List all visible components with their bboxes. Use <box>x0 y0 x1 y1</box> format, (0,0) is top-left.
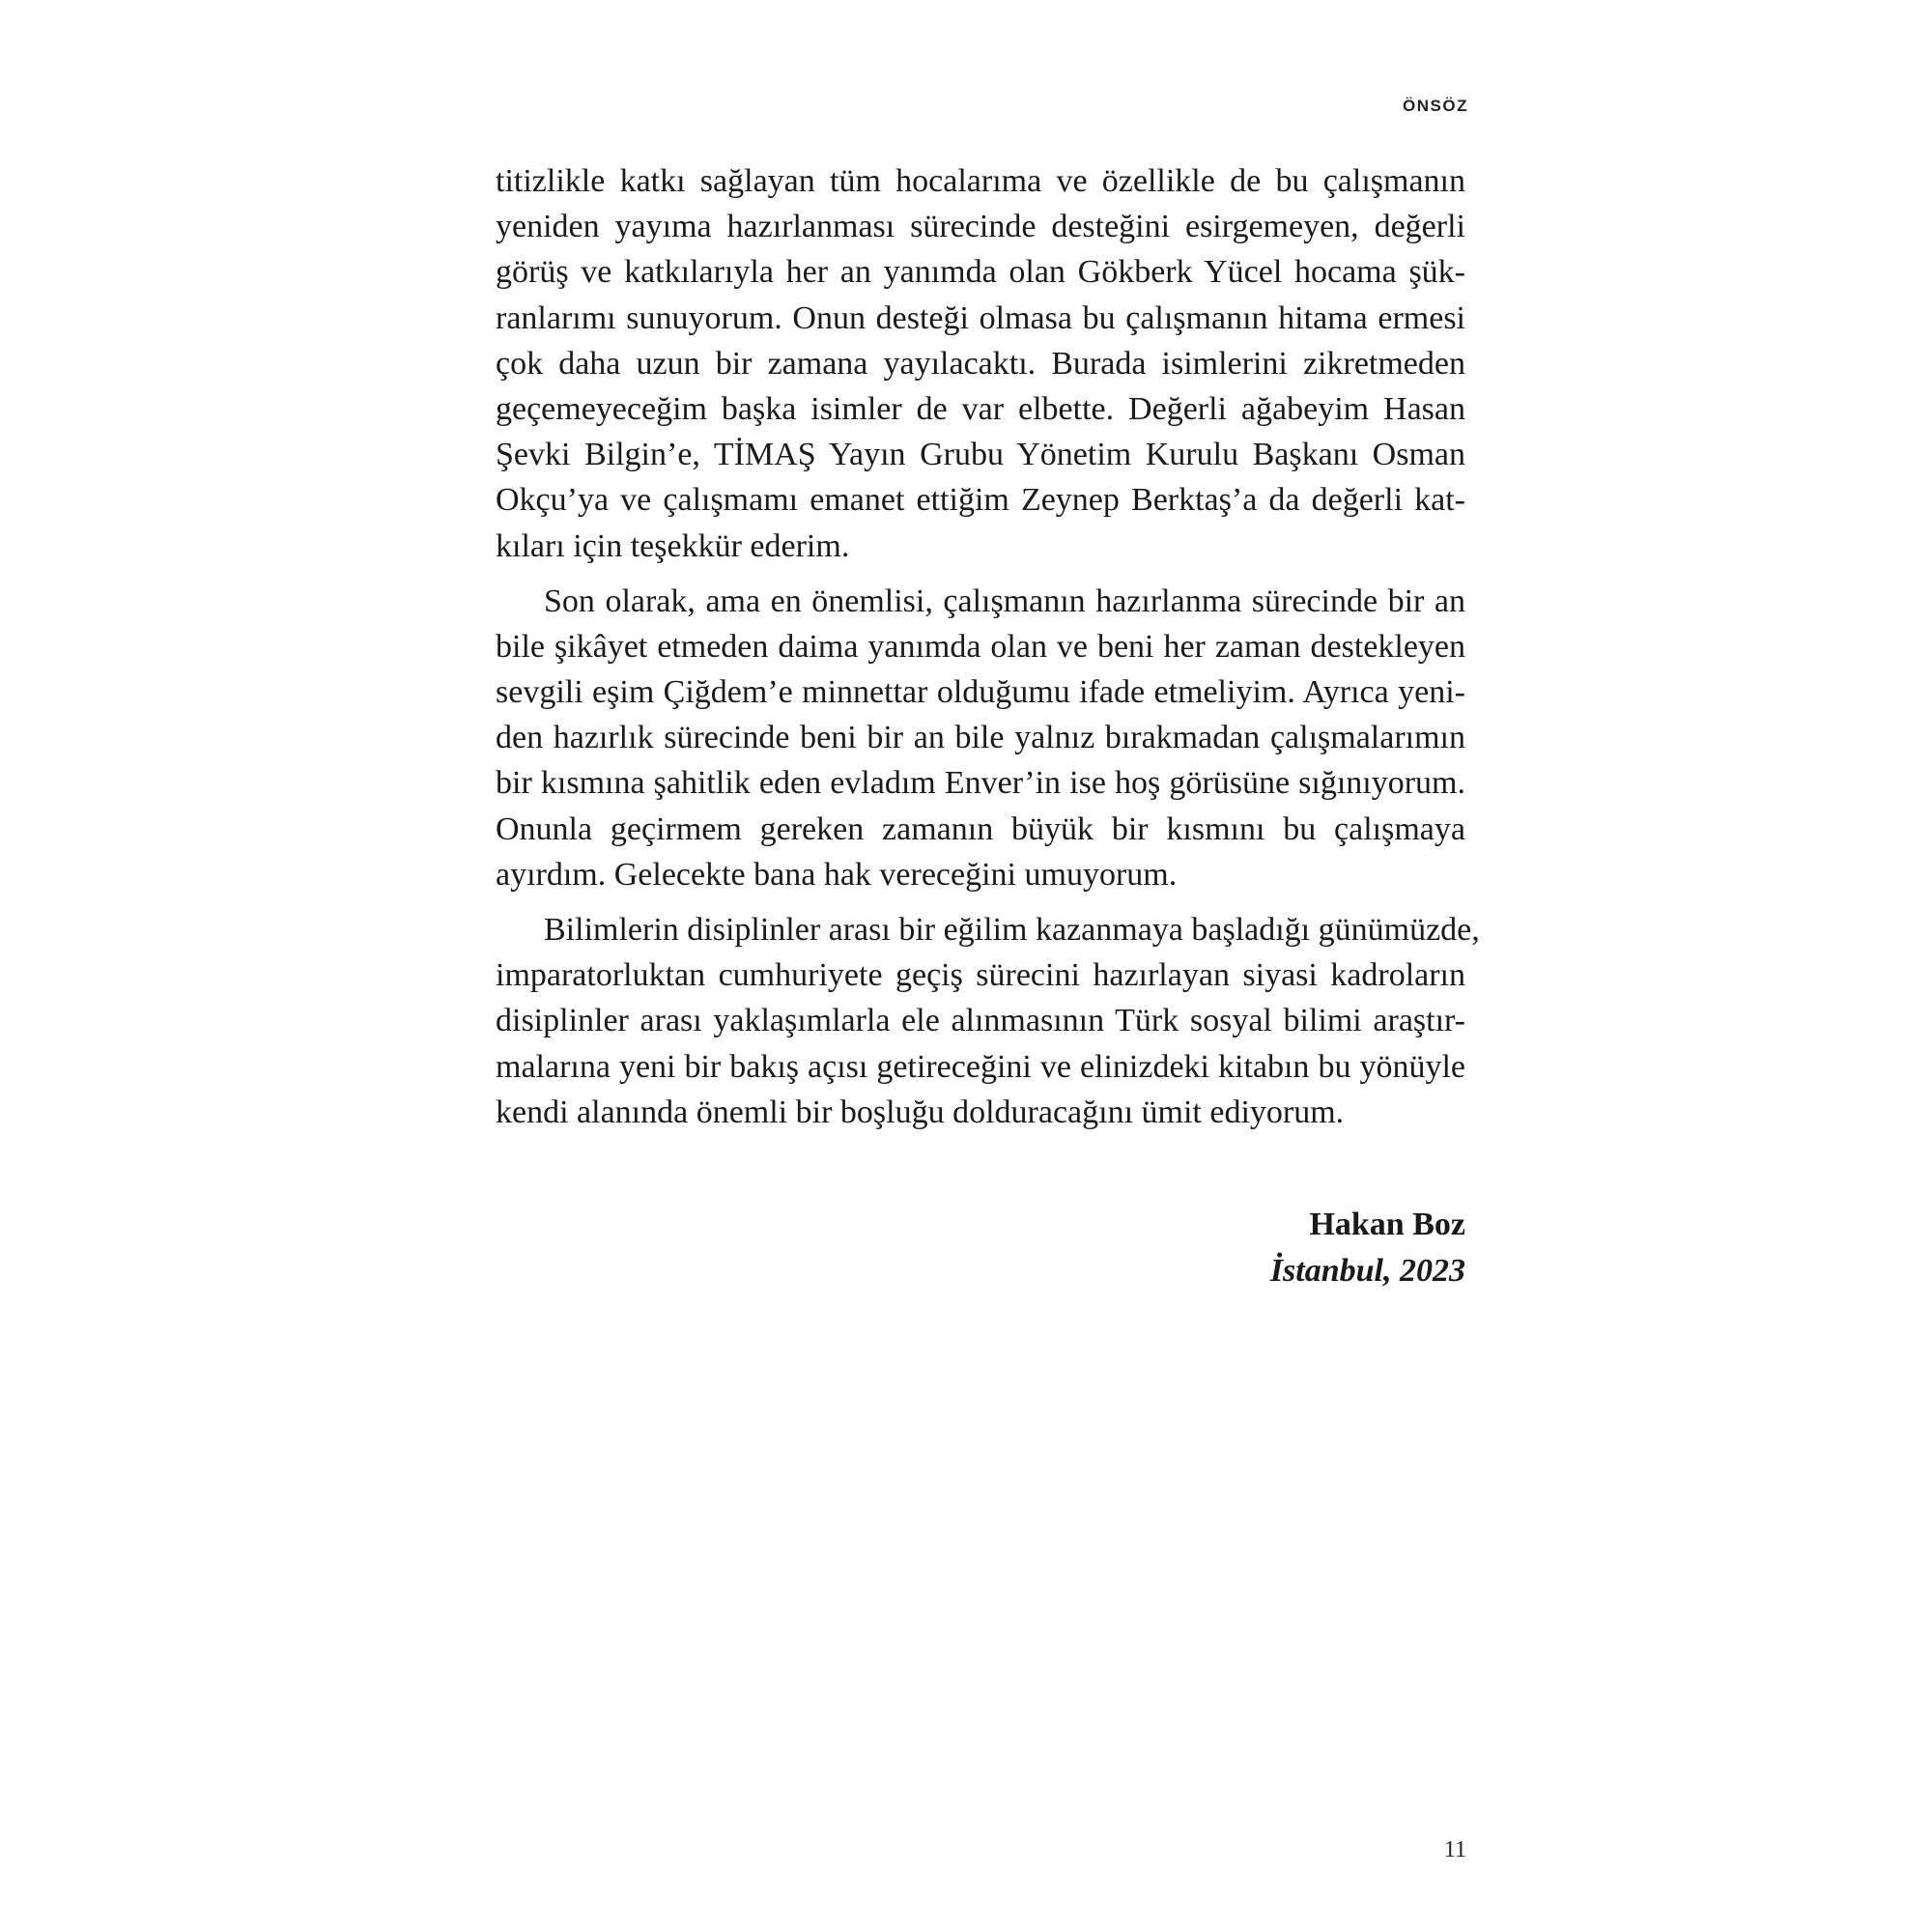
text-line: görüş ve katkılarıyla her an yanımda olan Gökberk Yücel hocama şük- <box>496 254 1465 291</box>
paragraph-2 <box>496 579 1465 897</box>
text-line: sevgili eşim Çiğdem’e minnettar olduğumu ifade etmeliyim. Ayrıca yeni- <box>496 674 1465 711</box>
place-date: İstanbul, 2023 <box>1269 1253 1465 1289</box>
body-text <box>496 158 1480 1135</box>
text-line: ranlarımı sunuyorum. Onun desteği olmasa bu çalışmanın hitama ermesi <box>496 299 1465 336</box>
author-name: Hakan Boz <box>1309 1207 1465 1242</box>
text-line: kendi alanında önemli bir boşluğu dolduracağını ümit ediyorum. <box>496 1094 1345 1130</box>
text-line: den hazırlık sürecinde beni bir an bile yalnız bırakmadan çalışmalarımın <box>496 720 1465 756</box>
text-line: Onunla geçirmem gereken zamanın büyük bir kısmını bu çalışmaya <box>496 810 1465 847</box>
text-line: bir kısmına şahitlik eden evladım Enver’in ise hoş görüsüne sığınıyorum. <box>496 765 1465 802</box>
paragraph-1 <box>496 158 1465 569</box>
signature <box>1270 1202 1465 1294</box>
text-line: ayırdım. Gelecekte bana hak vereceğini umuyorum. <box>496 856 1178 893</box>
text-line: Bilimlerin disiplinler arası bir eğilim kazanmaya başladığı günümüzde, <box>544 912 1480 948</box>
paragraph-gap <box>496 897 1465 907</box>
text-line: yeniden yayıma hazırlanması sürecinde desteğini esirgemeyen, değerli <box>496 209 1465 245</box>
text-line: malarına yeni bir bakış açısı getireceğini ve elinizdeki kitabın bu yönüyle <box>496 1048 1465 1085</box>
text-line: Şevki Bilgin’e, TİMAŞ Yayın Grubu Yönetim Kurulu Başkanı Osman <box>496 437 1465 473</box>
text-line: bile şikâyet etmeden daima yanımda olan ve beni her zaman destekleyen <box>496 628 1465 665</box>
text-line: imparatorluktan cumhuriyete geçiş sürecini hazırlayan siyasi kadroların <box>496 957 1465 994</box>
page-number: 11 <box>1443 1837 1466 1862</box>
text-line: geçemeyeceğim başka isimler de var elbette. Değerli ağabeyim Hasan <box>496 390 1465 427</box>
text-line: titizlikle katkı sağlayan tüm hocalarıma ve özellikle de bu çalışmanın <box>496 163 1465 199</box>
text-line: disiplinler arası yaklaşımlarla ele alınmasının Türk sosyal bilimi araştır- <box>496 1003 1465 1039</box>
text-line: Okçu’ya ve çalışmamı emanet ettiğim Zeynep Berktaş’a da değerli kat- <box>496 482 1465 519</box>
text-line: kıları için teşekkür ederim. <box>496 527 850 564</box>
paragraph-3 <box>496 907 1480 1135</box>
text-line: Son olarak, ama en önemlisi, çalışmanın hazırlanma sürecinde bir an <box>544 582 1465 619</box>
running-head: ÖNSÖZ <box>1403 97 1468 115</box>
paragraph-gap <box>496 569 1465 579</box>
text-line: çok daha uzun bir zamana yayılacaktı. Burada isimlerini zikretmeden <box>496 345 1465 382</box>
